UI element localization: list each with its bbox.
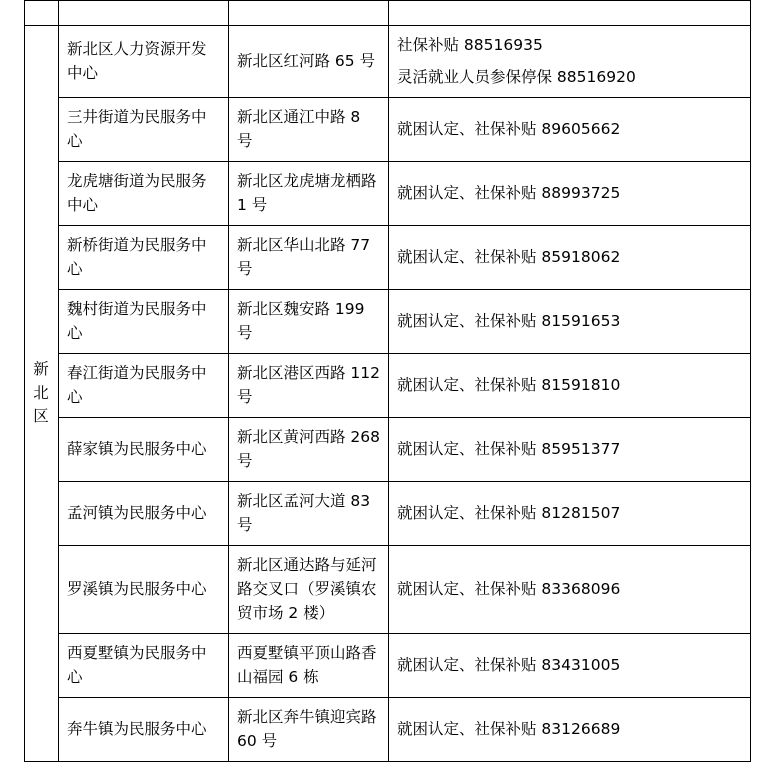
cell-business bbox=[389, 482, 751, 546]
cell-center-name bbox=[59, 226, 229, 290]
address-text: 新北区龙虎塘龙栖路 1 号 bbox=[237, 172, 377, 215]
address-text: 新北区奔牛镇迎宾路 60 号 bbox=[237, 708, 377, 751]
table-row bbox=[25, 226, 751, 290]
business-line: 就困认定、社保补贴 83126689 bbox=[397, 720, 621, 739]
business-line: 灵活就业人员参保停保 88516920 bbox=[397, 68, 636, 87]
business-line: 社保补贴 88516935 bbox=[397, 36, 543, 54]
cell-business bbox=[389, 290, 751, 354]
cell-business bbox=[389, 698, 751, 762]
cell-address bbox=[229, 634, 389, 698]
cell-center-name bbox=[59, 98, 229, 162]
table-body bbox=[25, 1, 751, 762]
address-text: 新北区港区西路 112 号 bbox=[237, 364, 381, 407]
address-text: 新北区红河路 65 号 bbox=[237, 52, 376, 70]
cell-center-name bbox=[59, 290, 229, 354]
cell-business bbox=[389, 546, 751, 634]
table-row bbox=[25, 290, 751, 354]
cell-address bbox=[229, 698, 389, 762]
service-centers-table bbox=[24, 0, 751, 762]
cell-business bbox=[389, 634, 751, 698]
business-line: 就困认定、社保补贴 88993725 bbox=[397, 184, 621, 203]
table-row bbox=[25, 418, 751, 482]
cell-center-name bbox=[59, 698, 229, 762]
cell-address bbox=[229, 26, 389, 98]
cell-address bbox=[229, 226, 389, 290]
center-name-text: 罗溪镇为民服务中心 bbox=[67, 580, 207, 599]
business-line: 就困认定、社保补贴 83431005 bbox=[397, 656, 621, 675]
center-name-text: 魏村街道为民服务中心 bbox=[67, 300, 207, 343]
cell-center-name bbox=[59, 418, 229, 482]
address-text: 新北区华山北路 77 号 bbox=[237, 236, 371, 279]
cell-address bbox=[229, 546, 389, 634]
cell-address bbox=[229, 162, 389, 226]
center-name-text: 薛家镇为民服务中心 bbox=[67, 440, 207, 459]
business-line: 就困认定、社保补贴 81591653 bbox=[397, 312, 621, 331]
partial-cell-district bbox=[25, 1, 59, 26]
table-row bbox=[25, 162, 751, 226]
center-name-text: 新北区人力资源开发中心 bbox=[67, 40, 207, 83]
cell-address bbox=[229, 290, 389, 354]
business-line: 就困认定、社保补贴 81591810 bbox=[397, 376, 621, 395]
cell-business bbox=[389, 26, 751, 98]
cell-center-name bbox=[59, 26, 229, 98]
table-row bbox=[25, 634, 751, 698]
partial-cell-name bbox=[59, 1, 229, 26]
address-text: 新北区魏安路 199 号 bbox=[237, 300, 365, 343]
address-text: 新北区孟河大道 83 号 bbox=[237, 492, 371, 535]
cell-business bbox=[389, 354, 751, 418]
table-row bbox=[25, 482, 751, 546]
district-label: 新北区 bbox=[33, 360, 50, 425]
business-line: 就困认定、社保补贴 81281507 bbox=[397, 504, 621, 523]
center-name-text: 奔牛镇为民服务中心 bbox=[67, 720, 207, 739]
cell-business bbox=[389, 418, 751, 482]
center-name-text: 新桥街道为民服务中心 bbox=[67, 236, 207, 279]
cell-center-name bbox=[59, 482, 229, 546]
partial-cell-business bbox=[389, 1, 751, 26]
table-row bbox=[25, 698, 751, 762]
address-text: 新北区通达路与延河路交叉口（罗溪镇农贸市场 2 楼） bbox=[237, 556, 377, 623]
address-text: 新北区通江中路 8 号 bbox=[237, 108, 361, 151]
business-line: 就困认定、社保补贴 83368096 bbox=[397, 580, 621, 599]
table-row bbox=[25, 354, 751, 418]
cell-center-name bbox=[59, 162, 229, 226]
table-row bbox=[25, 26, 751, 98]
cell-address bbox=[229, 482, 389, 546]
cell-address bbox=[229, 418, 389, 482]
center-name-text: 西夏墅镇为民服务中心 bbox=[67, 644, 207, 687]
center-name-text: 春江街道为民服务中心 bbox=[67, 364, 207, 407]
table-top-partial-row bbox=[25, 1, 751, 26]
table-row bbox=[25, 98, 751, 162]
cell-address bbox=[229, 354, 389, 418]
center-name-text: 三井街道为民服务中心 bbox=[67, 108, 207, 151]
table-row bbox=[25, 546, 751, 634]
business-line: 就困认定、社保补贴 89605662 bbox=[397, 120, 621, 139]
cell-business bbox=[389, 162, 751, 226]
cell-address bbox=[229, 98, 389, 162]
business-line: 就困认定、社保补贴 85918062 bbox=[397, 248, 621, 267]
cell-center-name bbox=[59, 634, 229, 698]
partial-cell-address bbox=[229, 1, 389, 26]
address-text: 西夏墅镇平顶山路香山福园 6 栋 bbox=[237, 644, 377, 687]
cell-business bbox=[389, 98, 751, 162]
cell-center-name bbox=[59, 354, 229, 418]
cell-center-name bbox=[59, 546, 229, 634]
center-name-text: 龙虎塘街道为民服务中心 bbox=[67, 172, 207, 215]
address-text: 新北区黄河西路 268 号 bbox=[237, 428, 381, 471]
business-line: 就困认定、社保补贴 85951377 bbox=[397, 440, 621, 459]
cell-business bbox=[389, 226, 751, 290]
center-name-text: 孟河镇为民服务中心 bbox=[67, 504, 207, 523]
cell-district bbox=[25, 26, 59, 762]
